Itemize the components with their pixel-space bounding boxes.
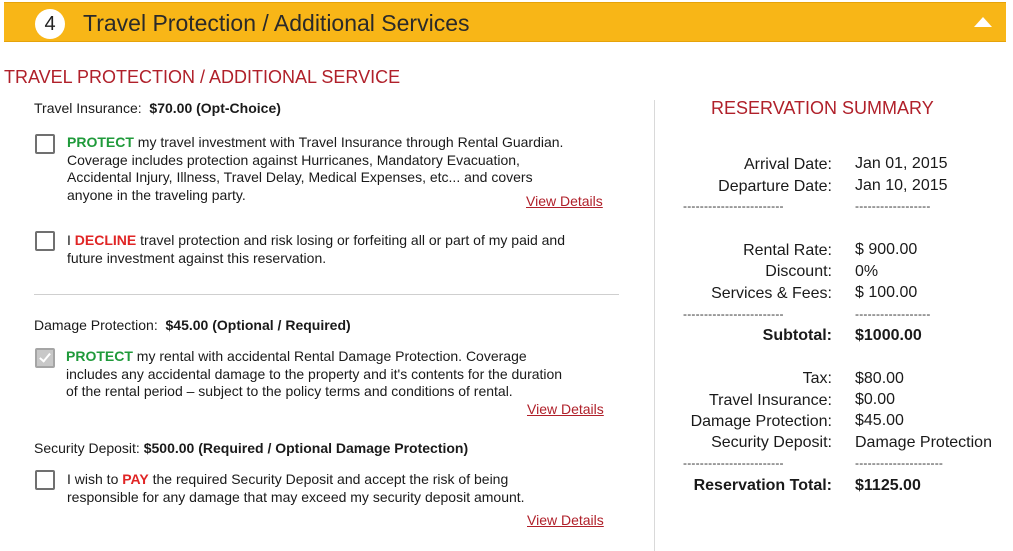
rental-rate-value: $ 900.00 xyxy=(855,241,918,258)
travel-insurance-heading xyxy=(34,100,281,117)
summary-title: RESERVATION SUMMARY xyxy=(711,98,934,118)
decline-keyword: DECLINE xyxy=(74,232,137,248)
arrival-date-value: Jan 01, 2015 xyxy=(855,155,948,172)
dash-separator: ------------------------ xyxy=(683,199,784,213)
travel-insurance-summary-value: $0.00 xyxy=(855,391,896,408)
travel-insurance-view-details-link[interactable]: View Details xyxy=(526,193,603,209)
dash-separator: ------------------------ xyxy=(683,456,784,470)
security-deposit-price: $500.00 (Required / Optional Damage Protection) xyxy=(143,440,469,456)
security-deposit-summary-value: Damage Protection xyxy=(855,434,992,451)
pay-text-line: responsible for any damage that may exceed my security deposit amount. xyxy=(67,488,525,505)
tax-label: Tax: xyxy=(802,370,832,387)
protect-text-line: anyone in the traveling party. xyxy=(67,186,246,203)
dash-separator: ------------------ xyxy=(855,199,931,213)
collapse-arrow-icon[interactable] xyxy=(974,17,992,27)
travel-insurance-decline-text xyxy=(67,232,565,267)
damage-protection-price: $45.00 (Optional / Required) xyxy=(165,317,351,333)
travel-insurance-decline-checkbox[interactable] xyxy=(35,231,55,251)
departure-date-value: Jan 10, 2015 xyxy=(855,177,948,194)
pay-prefix: I wish to xyxy=(67,471,123,487)
damage-protection-summary-label: Damage Protection: xyxy=(690,413,832,430)
dash-separator: --------------------- xyxy=(855,456,944,470)
section-header-title: Travel Protection / Additional Services xyxy=(83,10,470,36)
damage-protection-view-details-link[interactable]: View Details xyxy=(527,401,604,417)
damage-protection-summary-value: $45.00 xyxy=(855,412,904,429)
protect-text-line: Coverage includes protection against Hurricanes, Mandatory Evacuation, xyxy=(67,151,520,168)
pay-keyword: PAY xyxy=(122,471,149,487)
section-header[interactable] xyxy=(4,2,1006,42)
protect-text-line: Accidental Injury, Illness, Travel Delay, Medical Expenses, etc... and covers xyxy=(67,169,533,185)
services-fees-label: Services & Fees: xyxy=(711,285,832,302)
damage-protection-checkbox[interactable] xyxy=(35,348,55,368)
protect-keyword: PROTECT xyxy=(67,134,134,150)
discount-label: Discount: xyxy=(765,263,832,280)
subtotal-label: Subtotal: xyxy=(762,327,832,344)
security-deposit-label: Security Deposit: xyxy=(34,440,140,456)
travel-insurance-protect-text xyxy=(67,134,563,204)
pay-text-line: the required Security Deposit and accept the risk of being xyxy=(148,471,509,487)
damage-text-line: my rental with accidental Rental Damage Protection. Coverage xyxy=(132,348,527,364)
dash-separator: ------------------------ xyxy=(683,307,784,321)
decline-text-line: future investment against this reservation. xyxy=(67,249,327,266)
tax-value: $80.00 xyxy=(855,370,904,387)
security-deposit-pay-checkbox[interactable] xyxy=(35,470,55,490)
travel-insurance-protect-checkbox[interactable] xyxy=(35,134,55,154)
discount-value: 0% xyxy=(855,263,879,280)
damage-protection-text xyxy=(66,348,562,401)
damage-text-line: of the rental period – subject to the policy terms and conditions of rental. xyxy=(66,383,513,399)
services-fees-value: $ 100.00 xyxy=(855,284,918,301)
travel-insurance-price: $70.00 (Opt-Choice) xyxy=(149,100,281,116)
divider xyxy=(34,294,619,295)
security-deposit-text xyxy=(67,471,525,506)
reservation-total-value: $1125.00 xyxy=(855,477,921,494)
section-title: TRAVEL PROTECTION / ADDITIONAL SERVICE xyxy=(4,67,401,87)
subtotal-value: $1000.00 xyxy=(855,327,922,344)
rental-rate-label: Rental Rate: xyxy=(743,242,832,259)
security-deposit-summary-label: Security Deposit: xyxy=(711,434,832,451)
protect-keyword: PROTECT xyxy=(66,348,133,364)
damage-protection-heading xyxy=(34,317,351,334)
arrival-date-label: Arrival Date: xyxy=(743,156,832,173)
security-deposit-view-details-link[interactable]: View Details xyxy=(527,512,604,528)
reservation-total-label: Reservation Total: xyxy=(693,477,832,494)
column-divider xyxy=(654,100,655,551)
damage-text-line: includes any accidental damage to the property and it's contents for the duration xyxy=(66,365,563,382)
dash-separator: ------------------ xyxy=(855,307,931,321)
security-deposit-heading xyxy=(34,440,468,457)
damage-protection-label: Damage Protection: xyxy=(34,317,158,333)
decline-prefix: I xyxy=(67,232,75,248)
travel-insurance-summary-label: Travel Insurance: xyxy=(708,392,832,409)
departure-date-label: Departure Date: xyxy=(718,178,832,195)
decline-text-line: travel protection and risk losing or forfeiting all or part of my paid and xyxy=(136,232,566,248)
protect-text-line: my travel investment with Travel Insurance through Rental Guardian. xyxy=(133,134,564,150)
travel-insurance-label: Travel Insurance: xyxy=(34,100,142,116)
step-number-badge: 4 xyxy=(35,9,65,39)
